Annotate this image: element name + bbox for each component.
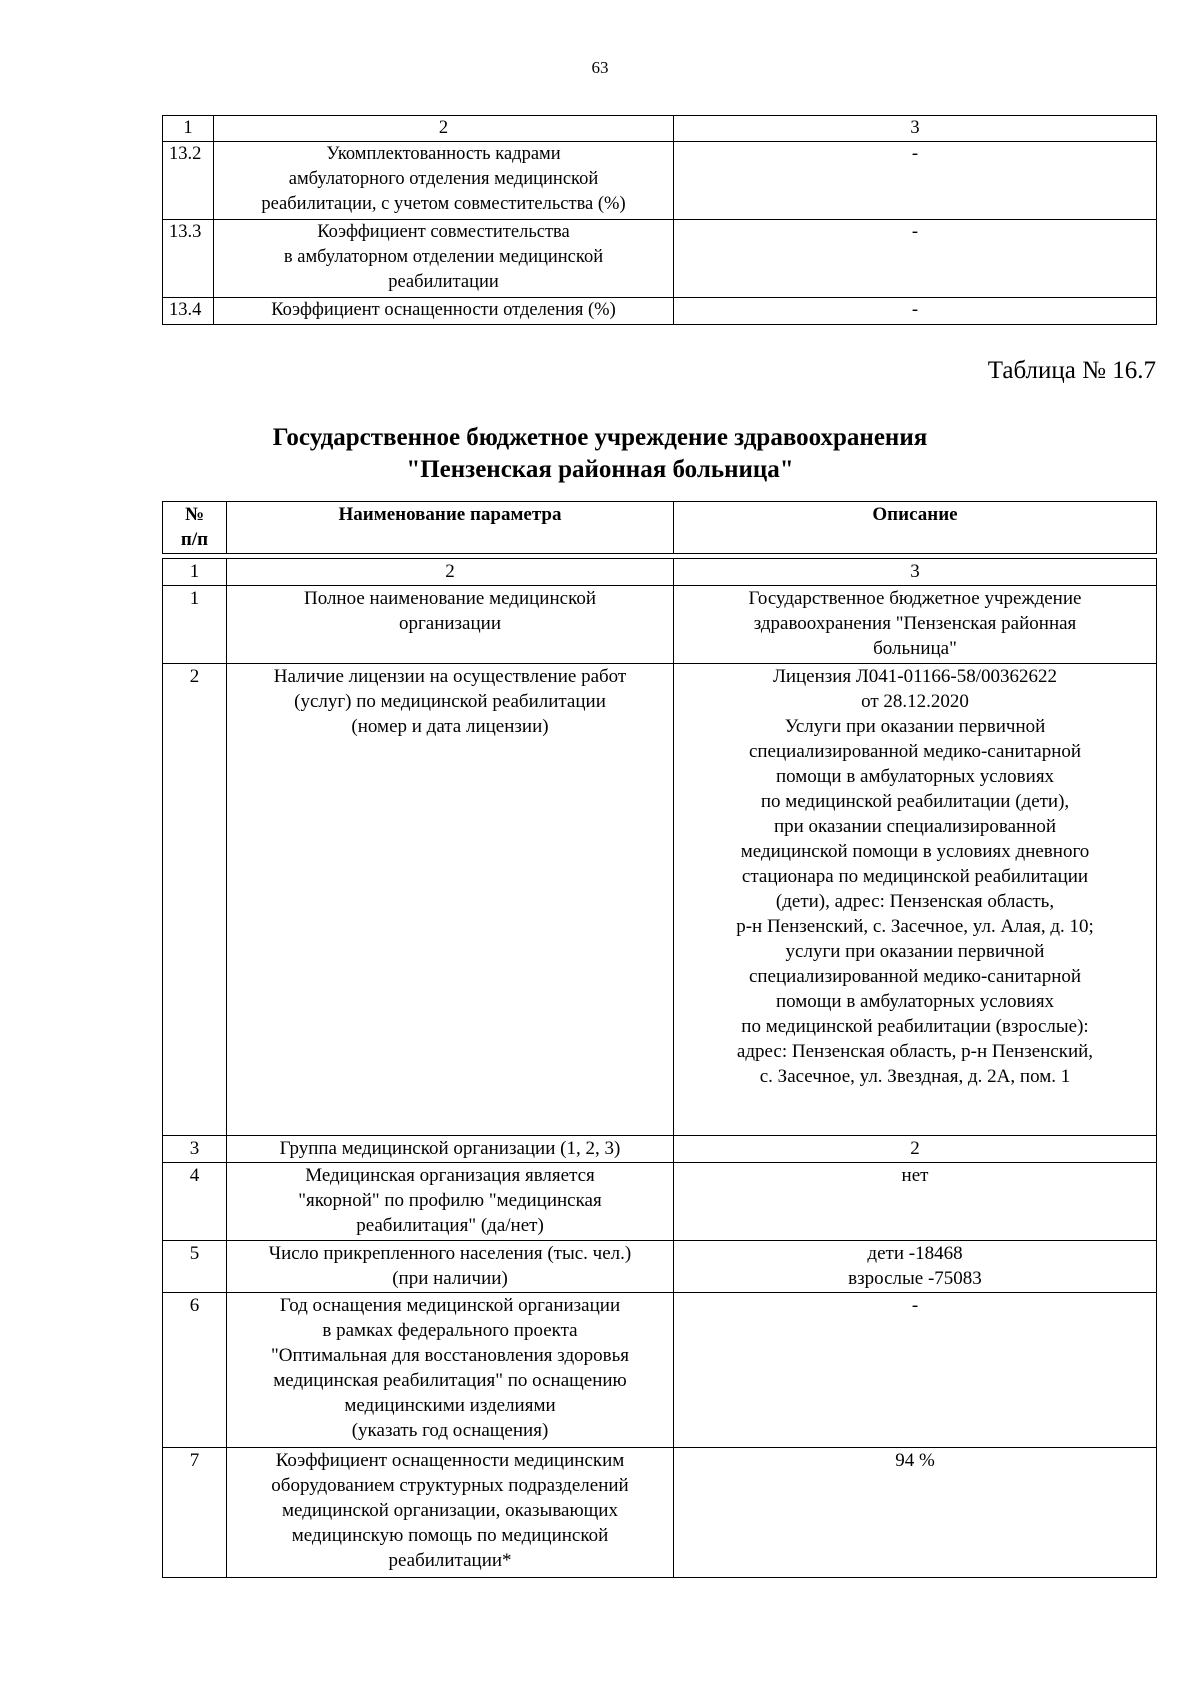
organization-parameters-table <box>162 558 1157 1578</box>
value-cell: - <box>674 220 1157 298</box>
table-row <box>163 664 1157 1136</box>
row-number-cell: 3 <box>163 1136 227 1163</box>
table-column-numbers-row <box>163 559 1157 586</box>
parameter-cell: Год оснащения медицинской организации в рамках федерального проекта "Оптимальная для восстановления здоровья медицинская реабилитация" по оснащению медицинскими изделиями (указать год оснащения) <box>227 1293 674 1448</box>
header-parameter: Наименование параметра <box>227 502 674 554</box>
parameter-cell: Коэффициент совместительства в амбулаторном отделении медицинской реабилитации <box>214 220 674 298</box>
value-cell: дети -18468 взрослые -75083 <box>674 1241 1157 1293</box>
page-number: 63 <box>591 58 609 77</box>
parameter-cell: Коэффициент оснащенности медицинским оборудованием структурных подразделений медицинской организации, оказывающих медицинскую помощь по медицинской реабилитации* <box>227 1448 674 1578</box>
column-number-cell: 2 <box>214 116 674 142</box>
table-column-numbers-row <box>163 116 1157 142</box>
table-row <box>163 586 1157 664</box>
column-number-cell: 1 <box>163 559 227 586</box>
table-row <box>163 220 1157 298</box>
table-row <box>163 1448 1157 1578</box>
table-row <box>163 298 1157 325</box>
value-cell: - <box>674 1293 1157 1448</box>
column-number-cell: 1 <box>163 116 214 142</box>
value-cell: 2 <box>674 1136 1157 1163</box>
row-number-cell: 5 <box>163 1241 227 1293</box>
value-cell: Лицензия Л041-01166-58/00362622 от 28.12.2020 Услуги при оказании первичной специализированной медико-санитарной помощи в амбулаторных условиях по медицинской реабилитации (дети), при оказании специализированной медицинской помощи в условиях дневного стационара по медицинской реабилитации (дети), адрес: Пензенская область, р-н Пензенский, с. Засечное, ул. Алая, д. 10; услуги при оказании первичной специализированной медико-санитарной помощи в амбулаторных условиях по медицинской реабилитации (взрослые): адрес: Пензенская область, р-н Пензенский, с. Засечное, ул. Звездная, д. 2А, пом. 1 <box>674 664 1157 1136</box>
row-number-cell: 4 <box>163 1163 227 1241</box>
organization-title: Государственное бюджетное учреждение здравоохранения "Пензенская районная больница" <box>272 424 928 483</box>
row-number-cell: 6 <box>163 1293 227 1448</box>
column-number-cell: 2 <box>227 559 674 586</box>
row-number-cell: 7 <box>163 1448 227 1578</box>
parameter-cell: Число прикрепленного населения (тыс. чел.) (при наличии) <box>227 1241 674 1293</box>
table-number-label: Таблица № 16.7 <box>987 357 1156 384</box>
row-number-cell: 13.2 <box>163 142 214 220</box>
value-cell: - <box>674 298 1157 325</box>
value-cell: 94 % <box>674 1448 1157 1578</box>
parameter-cell: Коэффициент оснащенности отделения (%) <box>214 298 674 325</box>
parameter-cell: Полное наименование медицинской организации <box>227 586 674 664</box>
table-row <box>163 1293 1157 1448</box>
previous-table-continuation <box>162 115 1157 325</box>
table-row <box>163 1241 1157 1293</box>
table-row <box>163 1136 1157 1163</box>
column-number-cell: 3 <box>674 559 1157 586</box>
table-row <box>163 1163 1157 1241</box>
parameter-cell: Группа медицинской организации (1, 2, 3) <box>227 1136 674 1163</box>
table-header <box>162 501 1157 554</box>
row-number-cell: 13.3 <box>163 220 214 298</box>
header-description: Описание <box>674 502 1157 554</box>
parameter-cell: Медицинская организация является "якорной" по профилю "медицинская реабилитация" (да/нет) <box>227 1163 674 1241</box>
table-header-row <box>163 502 1157 554</box>
value-cell: нет <box>674 1163 1157 1241</box>
header-number: № п/п <box>163 502 227 554</box>
row-number-cell: 13.4 <box>163 298 214 325</box>
row-number-cell: 1 <box>163 586 227 664</box>
column-number-cell: 3 <box>674 116 1157 142</box>
row-number-cell: 2 <box>163 664 227 1136</box>
parameter-cell: Наличие лицензии на осуществление работ (услуг) по медицинской реабилитации (номер и дата лицензии) <box>227 664 674 1136</box>
table-row <box>163 142 1157 220</box>
parameter-cell: Укомплектованность кадрами амбулаторного отделения медицинской реабилитации, с учетом совместительства (%) <box>214 142 674 220</box>
value-cell: Государственное бюджетное учреждение здравоохранения "Пензенская районная больница" <box>674 586 1157 664</box>
value-cell: - <box>674 142 1157 220</box>
